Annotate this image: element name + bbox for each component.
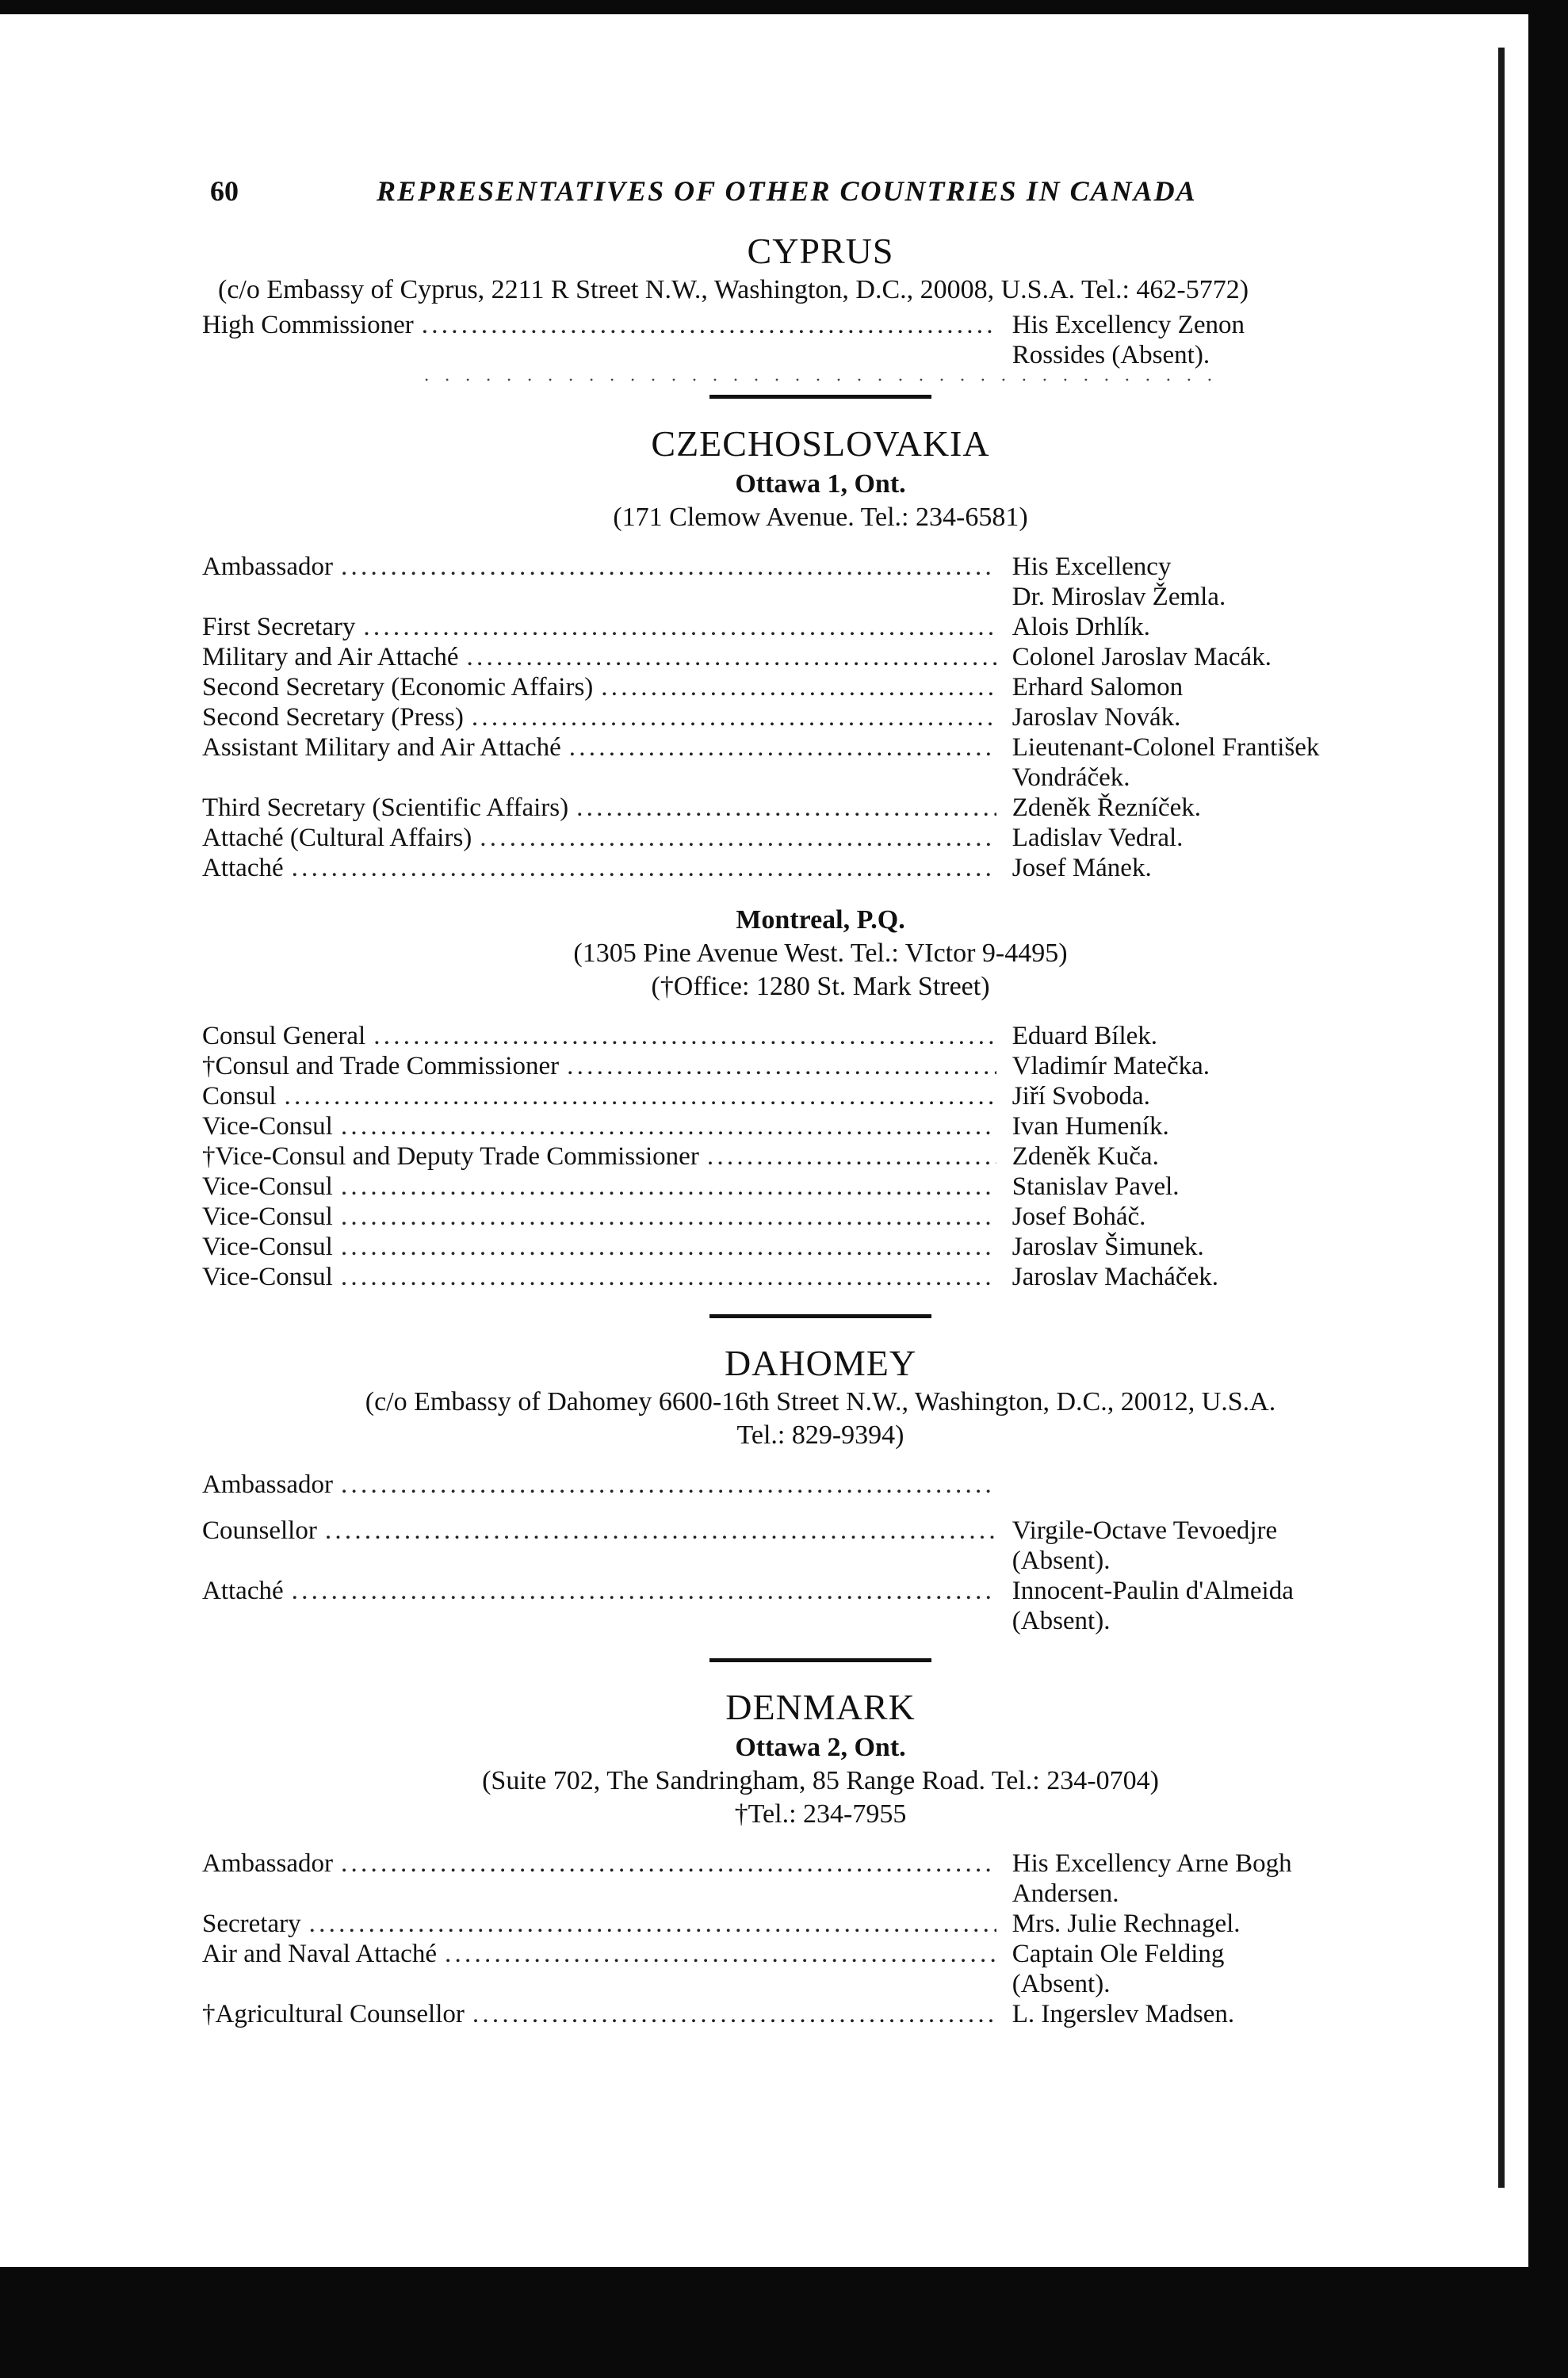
entry-title: Attaché bbox=[202, 1577, 284, 1605]
dot-leader bbox=[333, 1202, 996, 1232]
entry-title: Ambassador bbox=[202, 1849, 333, 1878]
dot-leader bbox=[333, 1172, 996, 1202]
entry-name: Jiří Svoboda. bbox=[1012, 1082, 1150, 1111]
entry-title: First Secretary bbox=[202, 613, 356, 641]
page-number: 60 bbox=[210, 175, 239, 207]
dot-leader bbox=[333, 1470, 996, 1500]
dot-leader bbox=[414, 310, 996, 340]
section-rule bbox=[709, 395, 931, 399]
branch-city-line: Montreal, P.Q. bbox=[736, 905, 905, 935]
entry-name: L. Ingerslev Madsen. bbox=[1012, 2000, 1235, 2028]
entry-row bbox=[202, 1141, 1439, 1172]
dot-leader bbox=[277, 1081, 996, 1111]
address-line: (Suite 702, The Sandringham, 85 Range Road. Tel.: 234-0704) bbox=[482, 1766, 1159, 1795]
scan-border-right bbox=[1528, 0, 1568, 2378]
entries-list bbox=[202, 1848, 1439, 2029]
scan-border-bottom bbox=[0, 2267, 1568, 2378]
dot-leader bbox=[284, 1576, 996, 1606]
address-line: (1305 Pine Avenue West. Tel.: VIctor 9-4495) bbox=[573, 939, 1068, 968]
entry-title: Attaché (Cultural Affairs) bbox=[202, 824, 472, 852]
entry-name: Mrs. Julie Rechnagel. bbox=[1012, 1910, 1241, 1938]
entry-name: Virgile-Octave Tevoedjre (Absent). bbox=[1012, 1516, 1278, 1575]
entry-title: Military and Air Attaché bbox=[202, 643, 459, 671]
dot-leader bbox=[317, 1516, 996, 1546]
entry-name: Vladimír Matečka. bbox=[1012, 1052, 1210, 1080]
document-page bbox=[202, 159, 1439, 2029]
entry-title: Vice-Consul bbox=[202, 1263, 333, 1291]
entry-row bbox=[202, 1111, 1439, 1141]
entry-name: Eduard Bílek. bbox=[1012, 1022, 1158, 1050]
dot-leader bbox=[284, 853, 996, 883]
entry-name: Lieutenant-Colonel František Vondráček. bbox=[1012, 733, 1320, 792]
dot-leader bbox=[365, 1021, 996, 1051]
entry-row bbox=[202, 853, 1439, 883]
entry-row bbox=[202, 823, 1439, 853]
entry-title: Assistant Military and Air Attaché bbox=[202, 733, 561, 762]
entry-name: Stanislav Pavel. bbox=[1012, 1172, 1180, 1201]
entry-name: Josef Boháč. bbox=[1012, 1202, 1146, 1231]
entry-title: Vice-Consul bbox=[202, 1233, 333, 1261]
entry-row bbox=[202, 702, 1439, 732]
running-head bbox=[202, 159, 1439, 214]
entry-title: Counsellor bbox=[202, 1516, 317, 1545]
section-rule bbox=[709, 1314, 931, 1318]
dot-leader bbox=[465, 1999, 996, 2029]
entry-row bbox=[202, 672, 1439, 702]
entry-title: Secretary bbox=[202, 1910, 301, 1938]
entry-row bbox=[202, 1999, 1439, 2029]
entry-row bbox=[202, 1081, 1439, 1111]
entry-title: Vice-Consul bbox=[202, 1172, 333, 1201]
entry-title: †Agricultural Counsellor bbox=[202, 2000, 465, 2028]
entry-title: Second Secretary (Economic Affairs) bbox=[202, 673, 594, 702]
branch-entries-list bbox=[202, 1021, 1439, 1292]
entry-name: His Excellency Zenon Rossides (Absent). bbox=[1012, 311, 1245, 369]
address-line: (c/o Embassy of Dahomey 6600-16th Street N.W., Washington, D.C., 20012, U.S.A. bbox=[365, 1387, 1276, 1416]
entry-title: Attaché bbox=[202, 854, 284, 882]
entry-name: His Excellency Dr. Miroslav Žemla. bbox=[1012, 552, 1226, 611]
section-dahomey bbox=[202, 1342, 1439, 1662]
country-heading: CZECHOSLOVAKIA bbox=[651, 423, 990, 464]
binding-edge bbox=[1498, 48, 1505, 2188]
entry-name: His Excellency Arne Bogh Andersen. bbox=[1012, 1849, 1292, 1908]
entry-name: Alois Drhlík. bbox=[1012, 613, 1150, 641]
city-line: Ottawa 2, Ont. bbox=[735, 1733, 906, 1762]
entry-name: Colonel Jaroslav Macák. bbox=[1012, 643, 1272, 671]
entry-name: Captain Ole Felding (Absent). bbox=[1012, 1940, 1225, 1998]
city-line: Ottawa 1, Ont. bbox=[735, 469, 906, 499]
entry-title: Consul General bbox=[202, 1022, 366, 1050]
entry-name: Jaroslav Šimunek. bbox=[1012, 1233, 1204, 1261]
address-line: †Tel.: 234-7955 bbox=[734, 1799, 907, 1829]
entry-name: Ivan Humeník. bbox=[1012, 1112, 1169, 1141]
address-line: (171 Clemow Avenue. Tel.: 234-6581) bbox=[613, 503, 1028, 532]
dot-leader bbox=[333, 1262, 996, 1292]
entries-list bbox=[202, 552, 1439, 883]
dot-leader bbox=[459, 642, 996, 672]
entry-name: Josef Mánek. bbox=[1012, 854, 1152, 882]
dot-leader bbox=[559, 1051, 996, 1081]
entry-row bbox=[202, 1939, 1439, 1999]
entry-name: Jaroslav Novák. bbox=[1012, 703, 1181, 732]
running-title: REPRESENTATIVES OF OTHER COUNTRIES IN CANADA bbox=[377, 175, 1197, 207]
entry-row bbox=[202, 1021, 1439, 1051]
dot-leader bbox=[464, 702, 996, 732]
section-czechoslovakia bbox=[202, 422, 1439, 1318]
dot-leader bbox=[333, 552, 996, 582]
entry-row bbox=[202, 1262, 1439, 1292]
country-heading: DAHOMEY bbox=[724, 1343, 917, 1383]
dot-leader bbox=[333, 1848, 996, 1879]
dot-leader bbox=[301, 1909, 996, 1939]
country-heading: CYPRUS bbox=[747, 231, 894, 271]
dot-leader bbox=[561, 732, 996, 763]
entry-title: Ambassador bbox=[202, 552, 333, 581]
entry-row bbox=[202, 552, 1439, 612]
entry-title: Air and Naval Attaché bbox=[202, 1940, 437, 1968]
entry-row bbox=[202, 1576, 1439, 1636]
entry-title: Vice-Consul bbox=[202, 1112, 333, 1141]
dot-leader bbox=[568, 793, 996, 823]
entry-row bbox=[202, 732, 1439, 793]
entry-name: Zdeněk Řezníček. bbox=[1012, 793, 1201, 822]
dot-leader bbox=[333, 1111, 996, 1141]
entry-row bbox=[202, 642, 1439, 672]
entry-title: Third Secretary (Scientific Affairs) bbox=[202, 793, 569, 822]
entry-title: High Commissioner bbox=[202, 311, 414, 339]
entry-title: Ambassador bbox=[202, 1470, 333, 1499]
entry-name: Jaroslav Macháček. bbox=[1012, 1263, 1218, 1291]
entry-title: †Consul and Trade Commissioner bbox=[202, 1052, 560, 1080]
entries-list bbox=[202, 1470, 1439, 1636]
entry-name: Innocent-Paulin d'Almeida (Absent). bbox=[1012, 1577, 1294, 1635]
section-denmark bbox=[202, 1686, 1439, 2029]
entry-row bbox=[202, 1202, 1439, 1232]
entry-row bbox=[202, 310, 1439, 370]
entry-row bbox=[202, 1232, 1439, 1262]
country-heading: DENMARK bbox=[725, 1687, 916, 1727]
entry-row bbox=[202, 1516, 1439, 1576]
entry-title: Second Secretary (Press) bbox=[202, 703, 464, 732]
section-cyprus bbox=[202, 230, 1439, 399]
dotted-separator: · · · · · · · · · · · · · · · · · · · · · · · · · · · · · · · · · · · · · · · bbox=[423, 370, 1218, 391]
address-line: Tel.: 829-9394) bbox=[736, 1420, 904, 1450]
entry-row bbox=[202, 612, 1439, 642]
entry-title: Consul bbox=[202, 1082, 277, 1111]
entry-row bbox=[202, 793, 1439, 823]
entry-row bbox=[202, 1470, 1439, 1500]
dot-leader bbox=[333, 1232, 996, 1262]
entry-name: Erhard Salomon bbox=[1012, 673, 1184, 702]
address-line: (c/o Embassy of Cyprus, 2211 R Street N.W., Washington, D.C., 20008, U.S.A. Tel.: 462-5772) bbox=[218, 275, 1249, 304]
scan-border-top bbox=[0, 0, 1568, 14]
address-line: (†Office: 1280 St. Mark Street) bbox=[651, 972, 990, 1001]
entry-title: Vice-Consul bbox=[202, 1202, 333, 1231]
entry-row bbox=[202, 1909, 1439, 1939]
entry-name: Zdeněk Kuča. bbox=[1012, 1142, 1159, 1171]
dot-leader bbox=[472, 823, 996, 853]
entry-row bbox=[202, 1848, 1439, 1909]
dot-leader bbox=[593, 672, 996, 702]
section-rule bbox=[709, 1658, 931, 1662]
dot-leader bbox=[355, 612, 996, 642]
dot-leader bbox=[699, 1141, 996, 1172]
entry-row bbox=[202, 1051, 1439, 1081]
entry-row bbox=[202, 1172, 1439, 1202]
entries-list bbox=[202, 310, 1439, 370]
entry-name: Ladislav Vedral. bbox=[1012, 824, 1184, 852]
entry-title: †Vice-Consul and Deputy Trade Commissioner bbox=[202, 1142, 699, 1171]
dot-leader bbox=[437, 1939, 996, 1969]
